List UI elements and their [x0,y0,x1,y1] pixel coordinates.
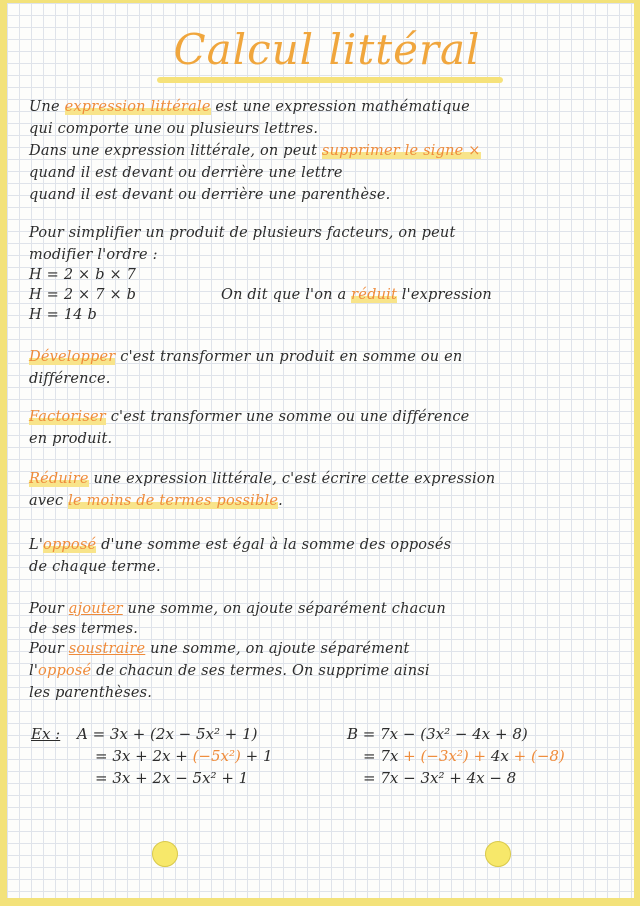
p4-line1: Factoriser c'est transformer une somme ou une différence [29,409,470,425]
p1-line2: qui comporte une ou plusieurs lettres. [29,121,319,137]
p1-line1: Une expression littérale est une expression mathématique [29,99,470,115]
p6-line2: de chaque terme. [29,559,161,575]
p2-line1: Pour simplifier un produit de plusieurs facteurs, on peut [29,225,456,241]
p5-line1: Réduire une expression littérale, c'est écrire cette expression [29,471,496,487]
p2-h1: H = 2 × b × 7 [29,267,137,283]
punch-hole-left [152,841,178,867]
p2-h2: H = 2 × 7 × b [29,287,137,303]
p2-line2: modifier l'ordre : [29,247,158,263]
p6-line1: L'opposé d'une somme est égal à la somme des opposés [29,537,452,553]
example-label: Ex : [31,725,61,743]
example-b-line3: = 7x − 3x² + 4x − 8 [363,769,517,787]
p7-line1: Pour ajouter une somme, on ajoute séparément chacun [29,601,446,617]
p7-line3: Pour soustraire une somme, on ajoute séparément [29,641,410,657]
punch-hole-right [485,841,511,867]
p2-h3: H = 14 b [29,307,97,323]
p2-note: On dit que l'on a réduit l'expression [221,287,492,303]
p1-line4: quand il est devant ou derrière une lettre [29,165,343,181]
p7-line4: l'opposé de chacun de ses termes. On supprime ainsi [29,663,430,679]
p7-line5: les parenthèses. [29,685,153,701]
example-b-line1: B = 7x − (3x² − 4x + 8) [347,725,528,743]
p1-line5: quand il est devant ou derrière une parenthèse. [29,187,391,203]
p3-line1: Développer c'est transformer un produit en somme ou en [29,349,463,365]
title-underline [157,77,503,83]
example-b-line2: = 7x + (−3x²) + 4x + (−8) [363,747,565,765]
example-a-line2: = 3x + 2x + (−5x²) + 1 [95,747,273,765]
p4-line2: en produit. [29,431,113,447]
p5-line2: avec le moins de termes possible. [29,493,283,509]
page-title: Calcul littéral [173,25,481,74]
p3-line2: différence. [29,371,111,387]
p1-line3: Dans une expression littérale, on peut supprimer le signe × [29,143,481,159]
example-a-line3: = 3x + 2x − 5x² + 1 [95,769,249,787]
p7-line2: de ses termes. [29,621,139,637]
example-a-line1: A = 3x + (2x − 5x² + 1) [77,725,258,743]
